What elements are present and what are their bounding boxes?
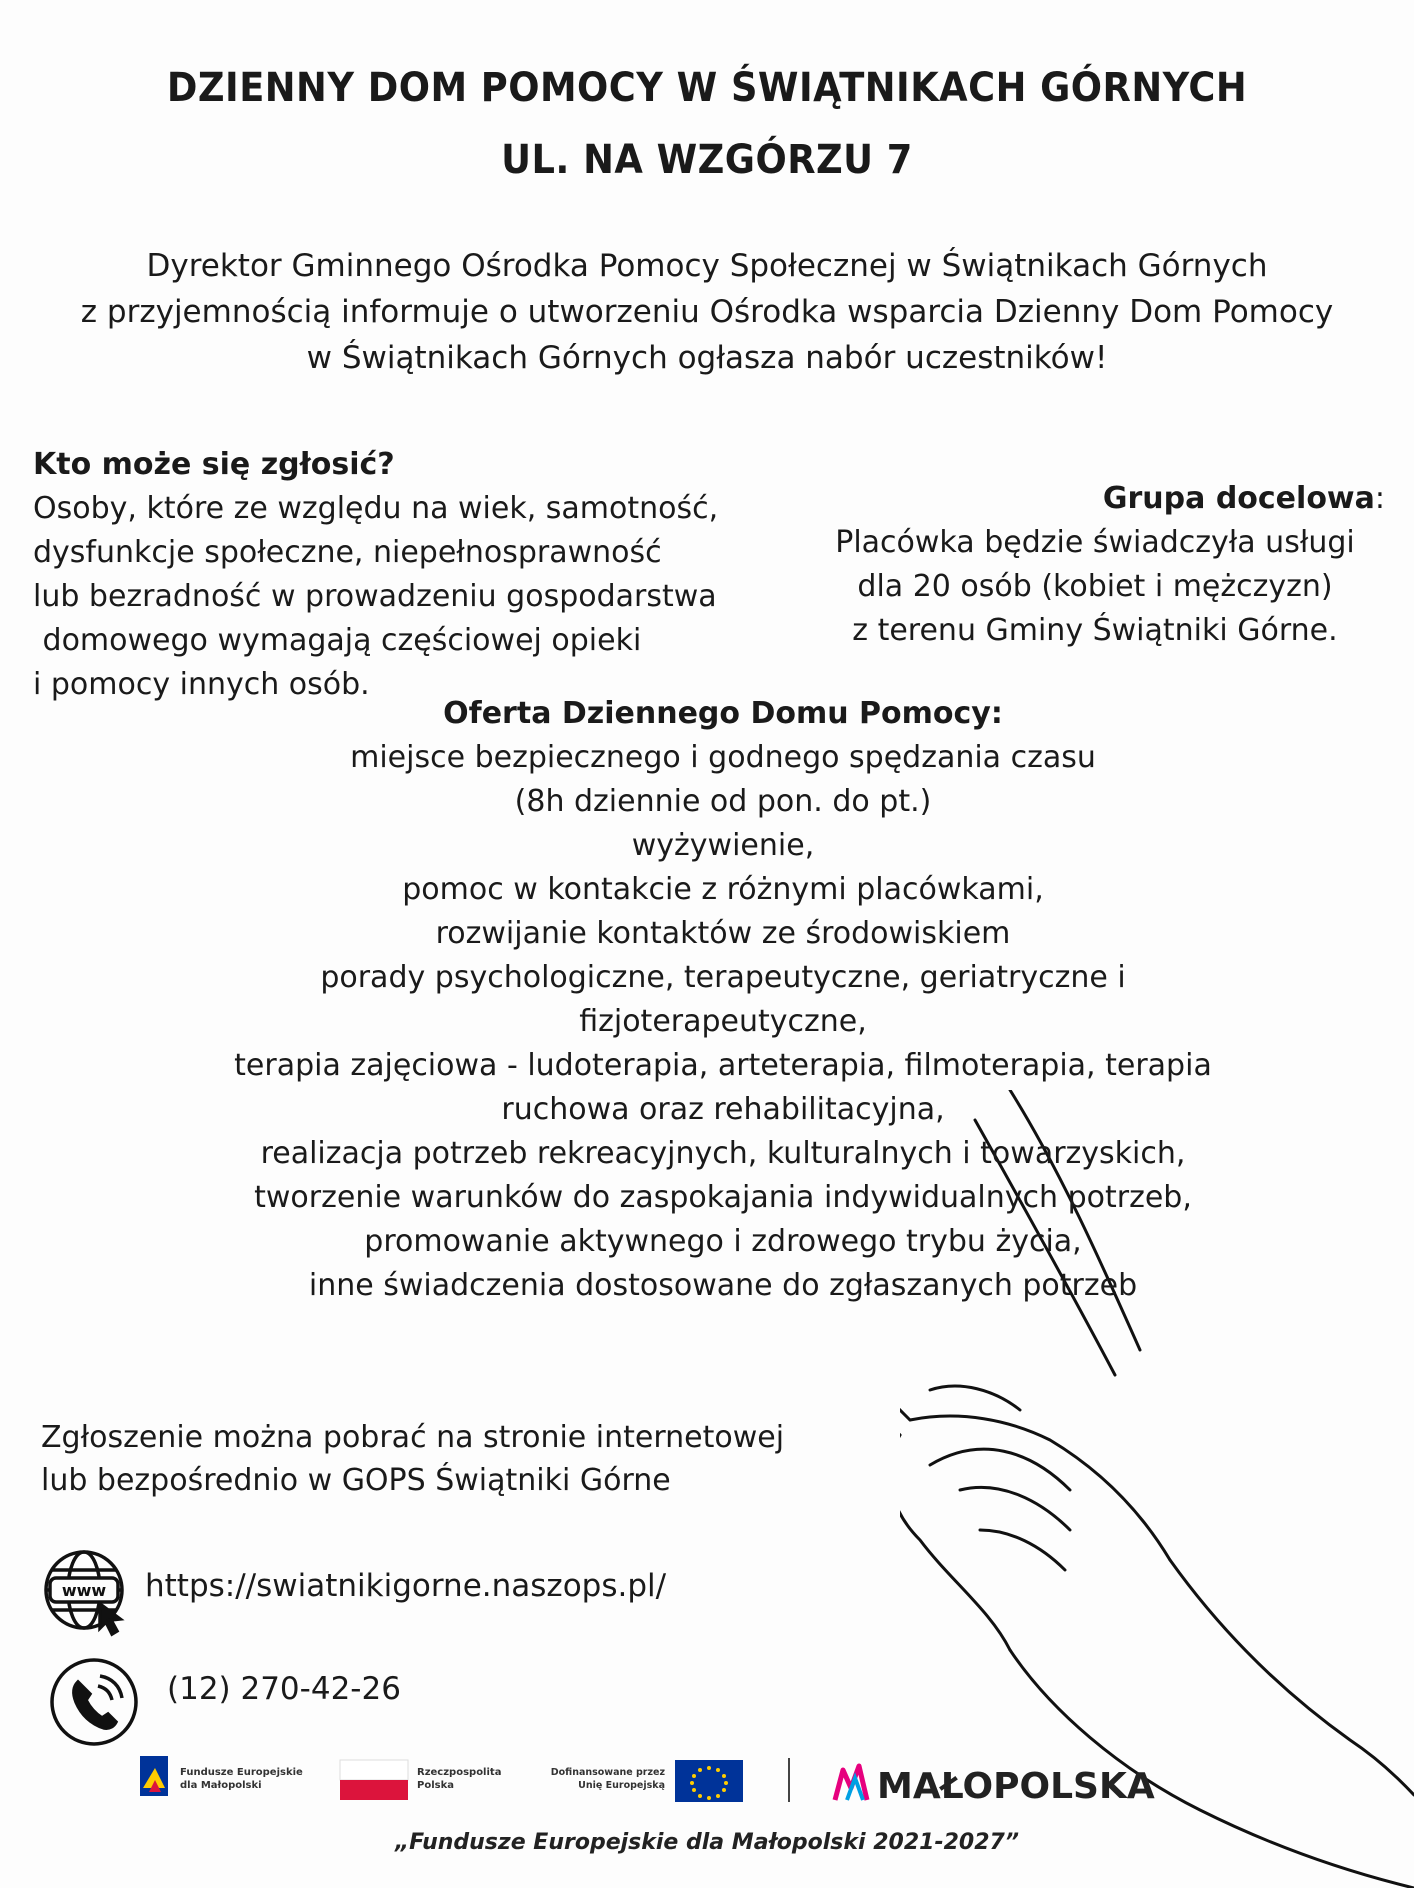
phone-icon (48, 1656, 140, 1748)
offer-line: terapia zajęciowa - ludoterapia, arteterapia, filmoterapia, terapia (234, 1048, 1212, 1083)
polish-flag (340, 1780, 408, 1800)
target-group-line: dla 20 osób (kobiet i mężczyzn) (857, 569, 1333, 604)
who-line: lub bezradność w prowadzeniu gospodarstwa (33, 579, 717, 614)
offer-line: ruchowa oraz rehabilitacyjna, (501, 1092, 945, 1127)
offer-line: realizacja potrzeb rekreacyjnych, kulturalnych i towarzyskich, (260, 1136, 1186, 1171)
who-line: Osoby, które ze względu na wiek, samotność, (33, 491, 719, 526)
rp-logo-line2: Polska (417, 1780, 454, 1791)
fe-logo-line1: Fundusze Europejskie (180, 1767, 303, 1778)
fe-logo-line2: dla Małopolski (180, 1780, 262, 1791)
who-can-apply-section (33, 443, 813, 707)
offer-line: porady psychologiczne, terapeutyczne, geriatryczne i (320, 960, 1126, 995)
footer-program-name: „Fundusze Europejskie dla Małopolski 2021-2027” (394, 1830, 1019, 1855)
offer-line: rozwijanie kontaktów ze środowiskiem (435, 916, 1011, 951)
offer-line: fizjoterapeutyczne, (579, 1004, 867, 1039)
offer-heading: Oferta Dziennego Domu Pomocy: (443, 696, 1003, 731)
title-line-1: DZIENNY DOM POMOCY W ŚWIĄTNIKACH GÓRNYCH (166, 65, 1248, 111)
who-line: dysfunkcje społeczne, niepełnosprawność (33, 535, 662, 570)
intro-line: z przyjemnością informuje o utworzeniu Ośrodka wsparcia Dzienny Dom Pomocy (80, 294, 1334, 330)
target-group-line: Placówka będzie świadczyła usługi (835, 525, 1355, 560)
application-info (41, 1416, 784, 1502)
intro-line: w Świątnikach Górnych ogłasza nabór uczestników! (306, 340, 1108, 376)
offer-line: miejsce bezpiecznego i godnego spędzania czasu (350, 740, 1096, 775)
offer-line: inne świadczenia dostosowane do zgłaszanych potrzeb (308, 1268, 1138, 1303)
page-title (57, 52, 1358, 196)
title-line-2: UL. NA WZGÓRZU 7 (501, 137, 913, 183)
www-icon-label: www (61, 1581, 107, 1600)
target-group-line: z terenu Gminy Świątniki Górne. (852, 613, 1338, 648)
offer-line: (8h dziennie od pon. do pt.) (514, 784, 932, 819)
eu-logo-line2: Unię Europejską (578, 1780, 665, 1791)
malopolska-logo-text: MAŁOPOLSKA (877, 1766, 1155, 1807)
application-line: Zgłoszenie można pobrać na stronie internetowej (41, 1420, 785, 1455)
rp-logo-line1: Rzeczpospolita (417, 1767, 502, 1778)
target-group-colon: : (1374, 481, 1385, 516)
offer-line: tworzenie warunków do zaspokajania indywidualnych potrzeb, (254, 1180, 1192, 1215)
target-group-heading: Grupa docelowa (1102, 481, 1375, 516)
target-group-section (805, 477, 1385, 653)
offer-line: wyżywienie, (631, 828, 815, 863)
target-group-heading-row (805, 477, 1385, 521)
who-line: domowego wymagają częściowej opieki (33, 623, 642, 658)
offer-line: promowanie aktywnego i zdrowego trybu życia, (364, 1224, 1082, 1259)
phone-number[interactable]: (12) 270-42-26 (167, 1671, 401, 1707)
intro-line: Dyrektor Gminnego Ośrodka Pomocy Społecznej w Świątnikach Górnych (146, 248, 1268, 284)
who-heading: Kto może się zgłosić? (33, 447, 395, 482)
www-globe-icon (42, 1548, 134, 1640)
offer-section (150, 692, 1296, 1308)
intro-paragraph (40, 243, 1374, 381)
who-line: i pomocy innych osób. (33, 667, 370, 702)
application-line: lub bezpośrednio w GOPS Świątniki Górne (41, 1463, 671, 1498)
offer-line: pomoc w kontakcie z różnymi placówkami, (402, 872, 1044, 907)
website-link[interactable]: https://swiatnikigorne.naszops.pl/ (145, 1568, 667, 1604)
eu-logo-line1: Dofinansowane przez (550, 1767, 665, 1778)
